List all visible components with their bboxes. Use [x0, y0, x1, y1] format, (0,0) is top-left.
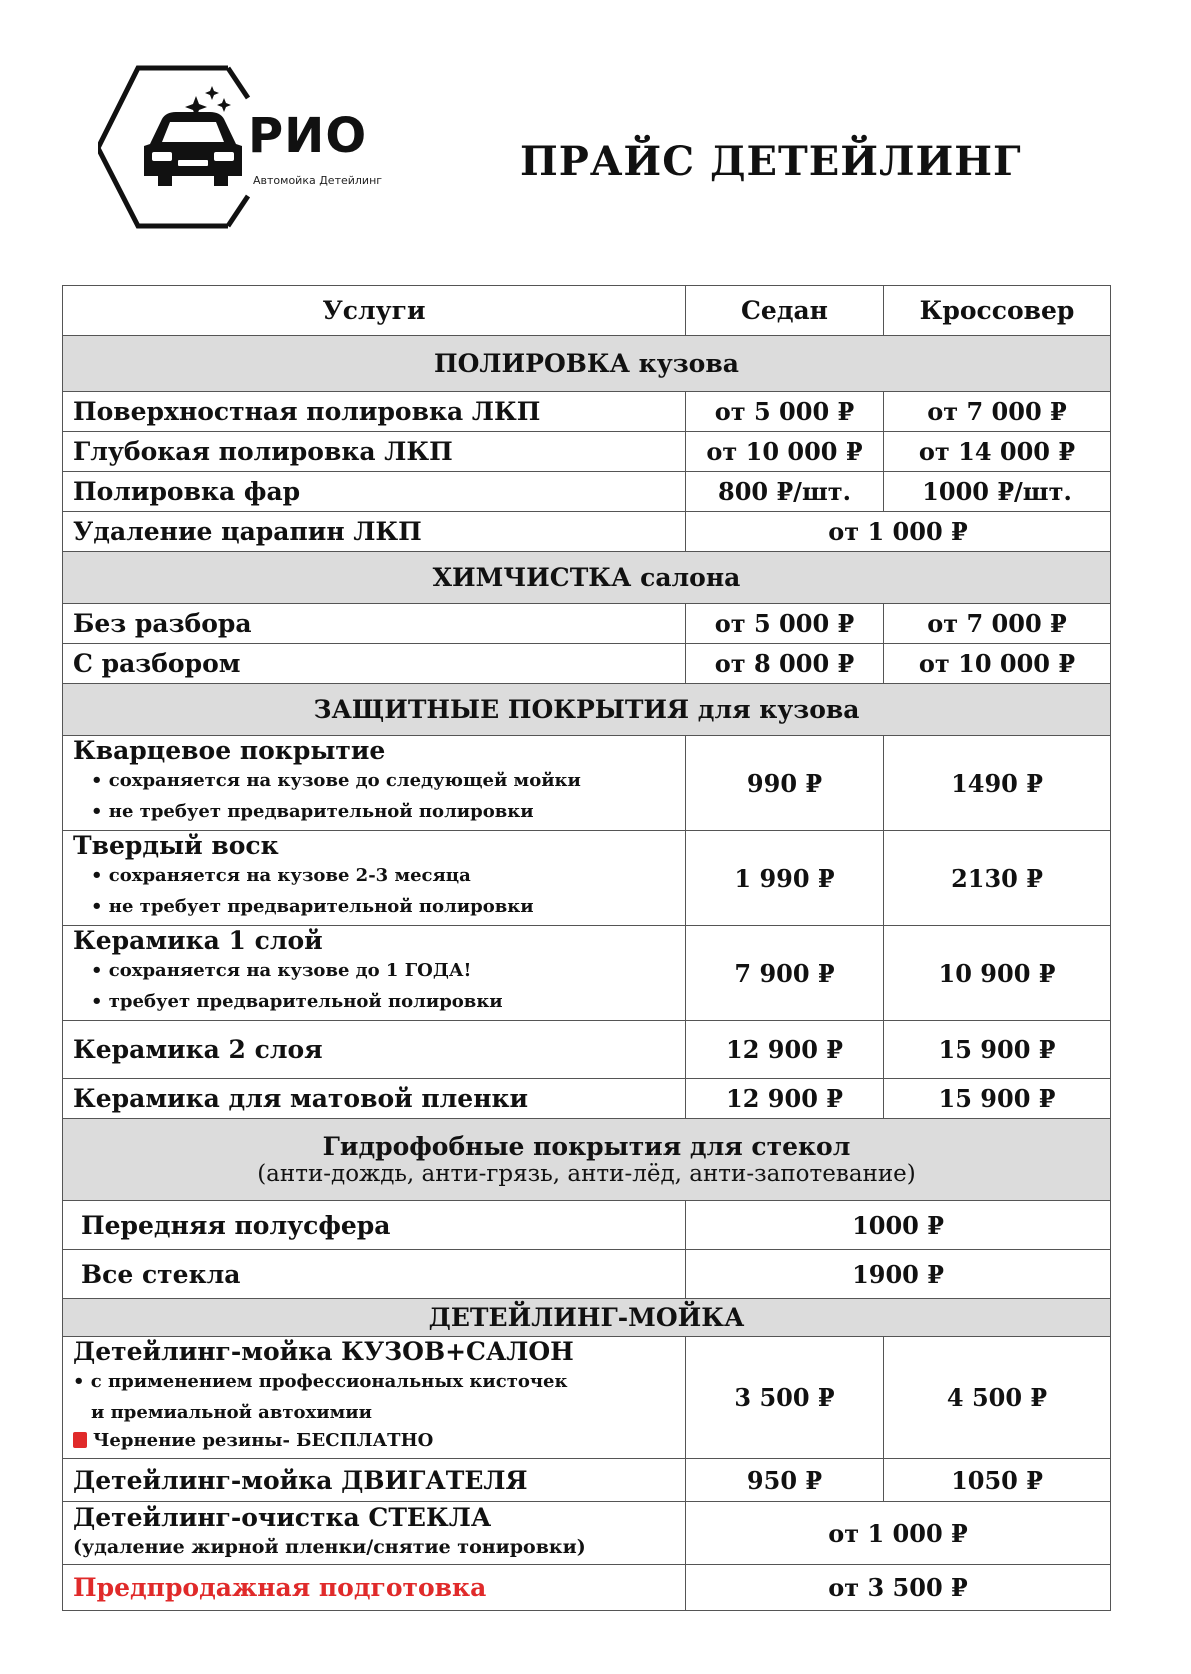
- service-note: (удаление жирной пленки/снятие тонировки): [73, 1536, 586, 1558]
- section-protect: ЗАЩИТНЫЕ ПОКРЫТИЯ для кузова: [63, 684, 1111, 736]
- service-name: Полировка фар: [63, 472, 686, 512]
- price-crossover: от 7 000 ₽: [884, 604, 1111, 644]
- service-name: Керамика 2 слоя: [63, 1021, 686, 1079]
- header-crossover: Кроссовер: [884, 286, 1111, 336]
- price-sedan: 950 ₽: [686, 1459, 884, 1502]
- table-row: [63, 472, 1111, 512]
- service-name: Предпродажная подготовка: [63, 1565, 686, 1611]
- section-row: [63, 336, 1111, 392]
- service-cell: [63, 1337, 686, 1459]
- price-sedan: от 5 000 ₽: [686, 604, 884, 644]
- price-crossover: 1000 ₽/шт.: [884, 472, 1111, 512]
- service-cell: [63, 831, 686, 926]
- table-row: [63, 1459, 1111, 1502]
- table-row: [63, 926, 1111, 1021]
- table-row: [63, 1502, 1111, 1565]
- page-title: ПРАЙС ДЕТЕЙЛИНГ: [520, 138, 1022, 185]
- price-both: от 1 000 ₽: [686, 1502, 1111, 1565]
- price-sedan: 7 900 ₽: [686, 926, 884, 1021]
- service-name: Детейлинг-мойка ДВИГАТЕЛЯ: [63, 1459, 686, 1502]
- price-crossover: 15 900 ₽: [884, 1079, 1111, 1119]
- price-crossover: от 14 000 ₽: [884, 432, 1111, 472]
- price-crossover: 2130 ₽: [884, 831, 1111, 926]
- table-row: [63, 1201, 1111, 1250]
- price-sedan: от 8 000 ₽: [686, 644, 884, 684]
- table-row: [63, 392, 1111, 432]
- car-icon: [144, 112, 242, 186]
- service-note: Чернение резины- БЕСПЛАТНО: [93, 1430, 434, 1451]
- brand-subtitle: Автомойка Детейлинг: [253, 174, 383, 187]
- price-sedan: от 5 000 ₽: [686, 392, 884, 432]
- price-crossover: 15 900 ₽: [884, 1021, 1111, 1079]
- header-services: Услуги: [63, 286, 686, 336]
- section-hydro: [63, 1119, 1111, 1201]
- service-name: Твердый воск: [73, 831, 279, 860]
- service-note: • сохраняется на кузове до следующей мойки: [91, 770, 581, 791]
- service-name: Керамика 1 слой: [73, 926, 323, 955]
- service-name: Все стекла: [63, 1250, 686, 1299]
- section-polish: ПОЛИРОВКА кузова: [63, 336, 1111, 392]
- price-crossover: 1490 ₽: [884, 736, 1111, 831]
- price-sedan: 1 990 ₽: [686, 831, 884, 926]
- service-note: и премиальной автохимии: [91, 1402, 372, 1423]
- service-name: С разбором: [63, 644, 686, 684]
- service-note: • сохраняется на кузове до 1 ГОДА!: [91, 960, 472, 981]
- price-crossover: 1050 ₽: [884, 1459, 1111, 1502]
- section-row: [63, 684, 1111, 736]
- price-crossover: 4 500 ₽: [884, 1337, 1111, 1459]
- table-row: [63, 644, 1111, 684]
- price-crossover: от 10 000 ₽: [884, 644, 1111, 684]
- service-cell: [63, 1502, 686, 1565]
- service-name: Глубокая полировка ЛКП: [63, 432, 686, 472]
- table-row: [63, 1079, 1111, 1119]
- service-note: • не требует предварительной полировки: [91, 801, 534, 822]
- price-both: от 1 000 ₽: [686, 512, 1111, 552]
- service-note: • сохраняется на кузове 2-3 месяца: [91, 865, 471, 886]
- table-row: [63, 831, 1111, 926]
- service-name: Удаление царапин ЛКП: [63, 512, 686, 552]
- section-hydro-title: Гидрофобные покрытия для стекол: [322, 1132, 851, 1161]
- header-sedan: Седан: [686, 286, 884, 336]
- table-row: [63, 1021, 1111, 1079]
- price-crossover: от 7 000 ₽: [884, 392, 1111, 432]
- service-cell: [63, 926, 686, 1021]
- table-row: [63, 1250, 1111, 1299]
- service-name: Передняя полусфера: [63, 1201, 686, 1250]
- price-sedan: 3 500 ₽: [686, 1337, 884, 1459]
- price-sedan: 800 ₽/шт.: [686, 472, 884, 512]
- service-note: • с применением профессиональных кисточек: [73, 1371, 568, 1392]
- table-row: [63, 512, 1111, 552]
- price-sedan: от 10 000 ₽: [686, 432, 884, 472]
- price-both: 1900 ₽: [686, 1250, 1111, 1299]
- gift-icon: [73, 1432, 87, 1448]
- table-row: [63, 1565, 1111, 1611]
- service-name: Детейлинг-очистка СТЕКЛА: [73, 1503, 492, 1532]
- section-row: [63, 552, 1111, 604]
- section-hydro-subtitle: (анти-дождь, анти-грязь, анти-лёд, анти-запотевание): [257, 1161, 916, 1187]
- service-note: • требует предварительной полировки: [91, 991, 503, 1012]
- service-name: Кварцевое покрытие: [73, 736, 386, 765]
- table-row: [63, 736, 1111, 831]
- price-table: [62, 285, 1111, 1611]
- service-name: Керамика для матовой пленки: [63, 1079, 686, 1119]
- service-cell: [63, 736, 686, 831]
- section-cleaning: ХИМЧИСТКА салона: [63, 552, 1111, 604]
- service-name: Без разбора: [63, 604, 686, 644]
- price-both: от 3 500 ₽: [686, 1565, 1111, 1611]
- brand-name: РИО: [248, 108, 368, 164]
- table-row: [63, 432, 1111, 472]
- service-name: Поверхностная полировка ЛКП: [63, 392, 686, 432]
- table-row: [63, 1337, 1111, 1459]
- logo: [98, 64, 398, 234]
- service-name: Детейлинг-мойка КУЗОВ+САЛОН: [73, 1337, 574, 1366]
- section-wash: ДЕТЕЙЛИНГ-МОЙКА: [63, 1299, 1111, 1337]
- section-row: [63, 1299, 1111, 1337]
- price-sedan: 12 900 ₽: [686, 1079, 884, 1119]
- service-note: • не требует предварительной полировки: [91, 896, 534, 917]
- price-sedan: 990 ₽: [686, 736, 884, 831]
- table-row: [63, 604, 1111, 644]
- price-sedan: 12 900 ₽: [686, 1021, 884, 1079]
- section-row: [63, 1119, 1111, 1201]
- price-both: 1000 ₽: [686, 1201, 1111, 1250]
- table-header-row: [63, 286, 1111, 336]
- price-crossover: 10 900 ₽: [884, 926, 1111, 1021]
